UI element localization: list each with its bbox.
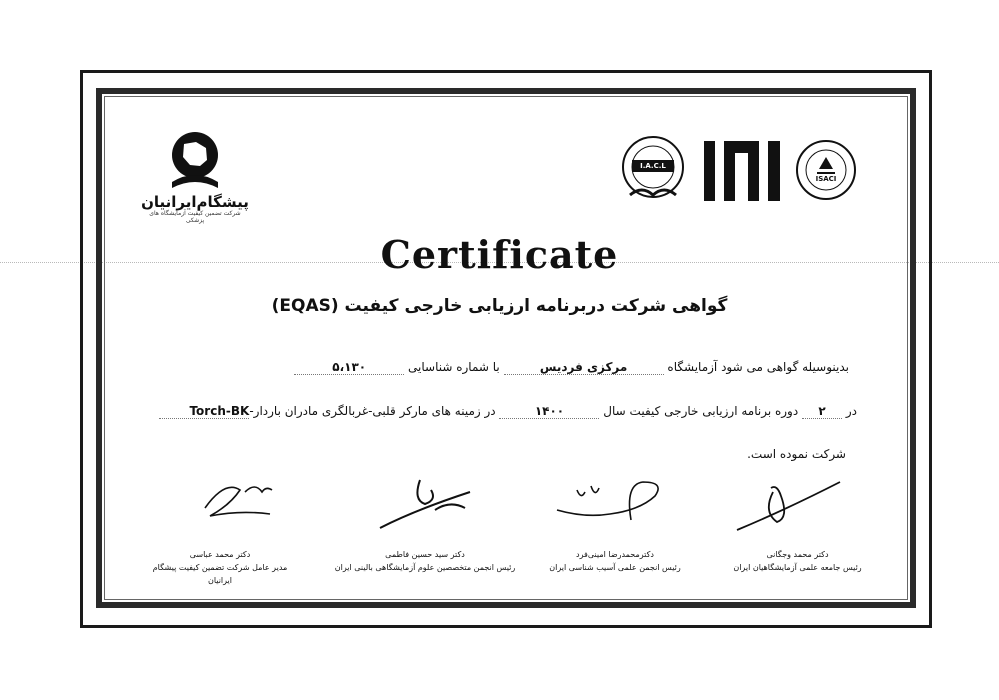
pishgam-iranian-logo [140,130,250,230]
line2-text2: در زمینه های مارکر قلبی-غربالگری مادران باردار- [249,404,496,418]
line2-text1: دوره برنامه ارزیابی خارجی کیفیت سال [603,404,799,418]
signatory-4-caption [715,548,880,574]
signatory-1-role: مدیر عامل شرکت تضمین کیفیت پیشگام ایرانیان [152,563,288,585]
signatory-4-role: رئیس جامعه علمی آزمایشگاهیان ایران [733,563,862,572]
line1-mid: با شماره شناسایی [408,360,500,374]
signatory-2-name: دکتر سید حسین فاطمی [385,550,465,559]
signatory-3-caption [535,548,695,574]
signatory-3-name: دکترمحمدرضا امینی‌فرد [576,550,654,559]
ipa-emblem-icon [702,137,782,203]
certificate-subtitle: گواهی شرکت دربرنامه ارزیابی خارجی کیفیت (EQAS) [271,296,728,316]
signatory-2-role: رئیس انجمن متخصصین علوم آزمایشگاهی بالینی ایران [334,563,516,572]
signatory-1-caption [140,548,300,587]
signature-vajgani [735,470,845,535]
iran-map-emblem-icon [166,130,224,192]
line1-prefix: بدینوسیله گواهی می شود آزمایشگاه [667,360,849,374]
signature-abbasi [200,470,280,535]
program-field: Torch-BK [159,404,249,419]
signature-aminifard [555,470,670,535]
ipa-logo [702,137,782,203]
body-line-2 [159,404,857,419]
iacl-label: I.A.C.L [640,162,666,170]
signatory-2-caption [325,548,525,574]
body-line-3: شرکت نموده است. [747,447,846,461]
isaci-logo [795,139,857,201]
certificate-title: Certificate [380,232,619,277]
iacl-logo [620,135,686,205]
isaci-label: ISACI [815,175,837,183]
signatory-4-name: دکتر محمد وجگانی [766,550,829,559]
signatory-1-name: دکتر محمد عباسی [189,550,251,559]
lab-id-field: ۵،۱۳۰ [294,360,404,375]
association-logos [620,135,860,210]
pishgam-brand-name: پیشگام‌ایرانیان [141,193,249,211]
signature-fatemi [375,470,485,535]
line2-dar: در [845,404,857,418]
signatory-3-role: رئیس انجمن علمی آسیب شناسی ایران [549,563,681,572]
iacl-emblem-icon [620,135,686,205]
lab-name-field: مرکزی فردیس [504,360,664,375]
isaci-emblem-icon [795,139,857,201]
body-line-1 [294,360,849,375]
round-number-field: ۲ [802,404,842,419]
pishgam-tagline: شرکت تضمین کیفیت آزمایشگاه های پزشکی [149,210,241,224]
year-field: ۱۴۰۰ [499,404,599,419]
